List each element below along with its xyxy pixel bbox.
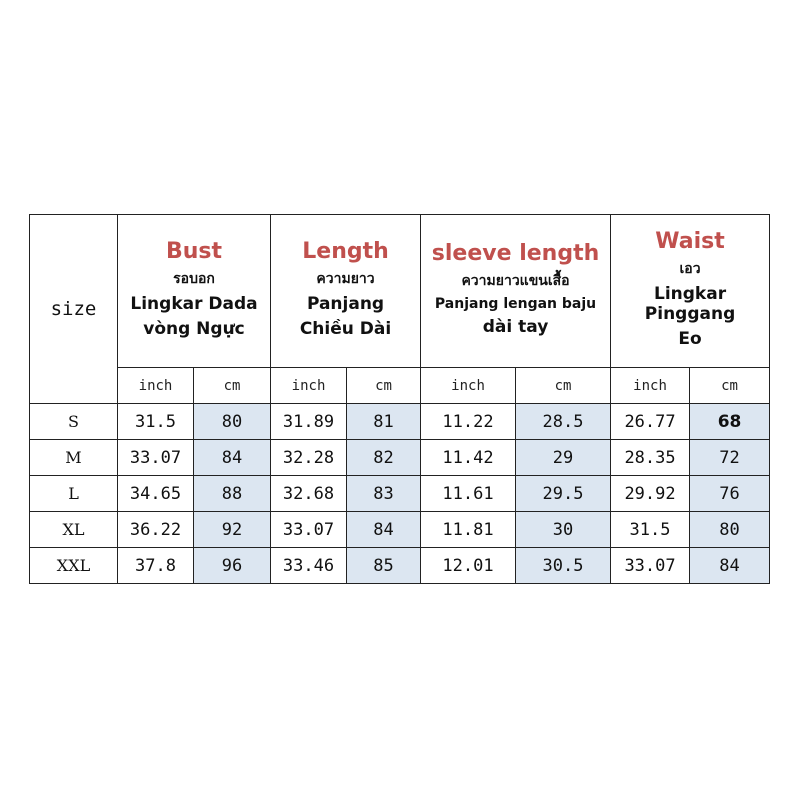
length-malay: Panjang bbox=[306, 294, 385, 315]
bust-inch-cell: 36.22 bbox=[118, 512, 194, 548]
size-cell: M bbox=[30, 440, 118, 476]
length-inch-cell: 32.28 bbox=[271, 440, 347, 476]
sleeve-cm-cell: 30 bbox=[516, 512, 611, 548]
waist-cm-cell: 68 bbox=[690, 404, 770, 440]
sleeve-length-thai: ความยาวแขนเสื้อ bbox=[461, 273, 570, 290]
sleeve-cm-unit: cm bbox=[516, 368, 611, 404]
length-cm-cell: 84 bbox=[347, 512, 421, 548]
bust-title: Bust bbox=[165, 239, 223, 265]
sleeve-inch-cell: 11.42 bbox=[421, 440, 516, 476]
length-header bbox=[271, 215, 421, 368]
sleeve-length-vietnamese: dài tay bbox=[482, 316, 549, 337]
length-thai: ความยาว bbox=[316, 271, 375, 288]
length-inch-cell: 31.89 bbox=[271, 404, 347, 440]
sleeve-cm-cell: 29 bbox=[516, 440, 611, 476]
bust-inch-unit: inch bbox=[118, 368, 194, 404]
waist-inch-cell: 33.07 bbox=[611, 548, 690, 584]
length-inch-unit: inch bbox=[271, 368, 347, 404]
length-inch-cell: 33.07 bbox=[271, 512, 347, 548]
waist-inch-cell: 29.92 bbox=[611, 476, 690, 512]
sleeve-inch-cell: 11.61 bbox=[421, 476, 516, 512]
bust-vietnamese: vòng Ngực bbox=[143, 318, 245, 339]
bust-cm-cell: 96 bbox=[194, 548, 271, 584]
size-cell: S bbox=[30, 404, 118, 440]
bust-inch-cell: 33.07 bbox=[118, 440, 194, 476]
table-row bbox=[30, 476, 770, 512]
table-row bbox=[30, 548, 770, 584]
waist-inch-cell: 26.77 bbox=[611, 404, 690, 440]
length-inch-cell: 33.46 bbox=[271, 548, 347, 584]
waist-inch-cell: 28.35 bbox=[611, 440, 690, 476]
bust-inch-cell: 37.8 bbox=[118, 548, 194, 584]
waist-malay: Lingkar Pinggang bbox=[644, 284, 736, 325]
bust-header bbox=[118, 215, 271, 368]
size-cell: XXL bbox=[30, 548, 118, 584]
table-row bbox=[30, 404, 770, 440]
length-cm-unit: cm bbox=[347, 368, 421, 404]
waist-inch-unit: inch bbox=[611, 368, 690, 404]
header-row bbox=[30, 215, 770, 368]
bust-cm-cell: 84 bbox=[194, 440, 271, 476]
bust-cm-cell: 88 bbox=[194, 476, 271, 512]
length-inch-cell: 32.68 bbox=[271, 476, 347, 512]
length-cm-cell: 83 bbox=[347, 476, 421, 512]
waist-cm-cell: 76 bbox=[690, 476, 770, 512]
waist-title: Waist bbox=[655, 228, 725, 254]
waist-header bbox=[611, 215, 770, 368]
bust-thai: รอบอก bbox=[173, 271, 215, 288]
sleeve-inch-unit: inch bbox=[421, 368, 516, 404]
waist-thai: เอว bbox=[679, 261, 701, 278]
bust-cm-cell: 80 bbox=[194, 404, 271, 440]
sleeve-length-title: sleeve length bbox=[431, 240, 600, 266]
size-chart-table bbox=[29, 214, 770, 584]
bust-cm-cell: 92 bbox=[194, 512, 271, 548]
length-cm-cell: 81 bbox=[347, 404, 421, 440]
waist-inch-cell: 31.5 bbox=[611, 512, 690, 548]
bust-cm-unit: cm bbox=[194, 368, 271, 404]
sleeve-length-header bbox=[421, 215, 611, 368]
length-cm-cell: 85 bbox=[347, 548, 421, 584]
bust-malay: Lingkar Dada bbox=[130, 294, 258, 315]
waist-vietnamese: Eo bbox=[678, 328, 702, 349]
waist-cm-cell: 80 bbox=[690, 512, 770, 548]
length-cm-cell: 82 bbox=[347, 440, 421, 476]
size-cell: XL bbox=[30, 512, 118, 548]
sleeve-length-malay: Panjang lengan baju bbox=[434, 296, 597, 312]
size-cell: L bbox=[30, 476, 118, 512]
table-row bbox=[30, 512, 770, 548]
sleeve-cm-cell: 29.5 bbox=[516, 476, 611, 512]
table-row bbox=[30, 440, 770, 476]
waist-cm-unit: cm bbox=[690, 368, 770, 404]
bust-inch-cell: 31.5 bbox=[118, 404, 194, 440]
size-column-header: size bbox=[30, 215, 118, 404]
sleeve-inch-cell: 11.22 bbox=[421, 404, 516, 440]
sleeve-cm-cell: 30.5 bbox=[516, 548, 611, 584]
length-title: Length bbox=[302, 239, 389, 265]
bust-inch-cell: 34.65 bbox=[118, 476, 194, 512]
length-vietnamese: Chiều Dài bbox=[299, 318, 392, 339]
waist-cm-cell: 72 bbox=[690, 440, 770, 476]
sleeve-inch-cell: 12.01 bbox=[421, 548, 516, 584]
waist-cm-cell: 84 bbox=[690, 548, 770, 584]
sleeve-cm-cell: 28.5 bbox=[516, 404, 611, 440]
unit-row bbox=[30, 368, 770, 404]
sleeve-inch-cell: 11.81 bbox=[421, 512, 516, 548]
